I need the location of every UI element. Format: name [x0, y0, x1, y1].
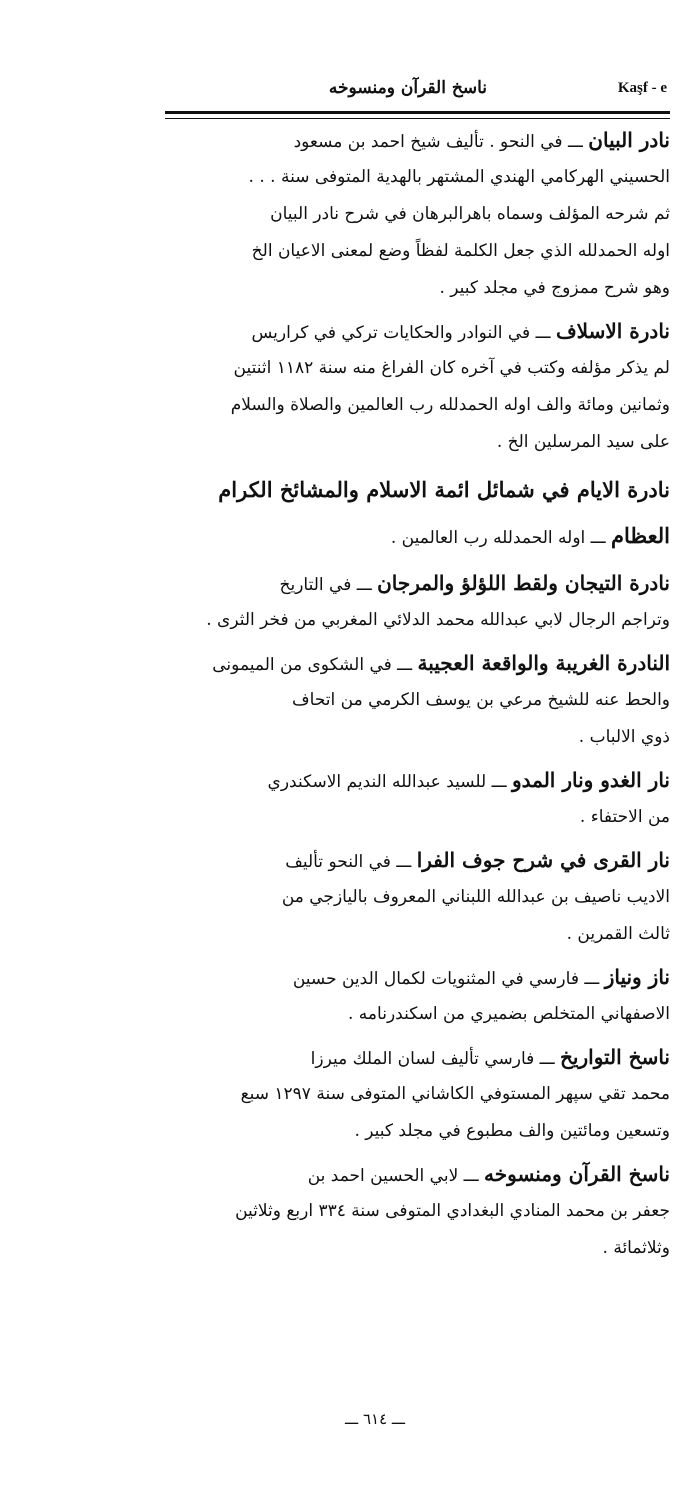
- entry-text: والحط عنه للشيخ مرعي بن يوسف الكرمي من اتحاف: [292, 690, 670, 710]
- bibliography-entry: [165, 1039, 670, 1150]
- bibliography-entry: [165, 467, 670, 559]
- header-rule-thick: [165, 111, 670, 114]
- entry-line: [165, 682, 670, 719]
- bibliography-entry: [165, 842, 670, 953]
- entry-line: [165, 350, 670, 387]
- entry-text: ـــ في الشكوى من الميمونى: [212, 655, 418, 675]
- entry-line: [165, 159, 670, 196]
- entry-line: [165, 313, 670, 350]
- entry-text: جعفر بن محمد المنادي البغدادي المتوفى سنة ٣٣٤ اربع وثلاثين: [235, 1201, 670, 1221]
- entry-headword: نادرة الاسلاف: [555, 319, 670, 343]
- bibliography-entry: [165, 645, 670, 756]
- entry-text: الحسيني الهركامي الهندي المشتهر بالهدية المتوفى سنة . . .: [248, 167, 670, 187]
- entry-text: ثم شرحه المؤلف وسماه باهرالبرهان في شرح نادر البيان: [270, 204, 670, 224]
- running-head: [167, 78, 667, 108]
- entry-line: [165, 762, 670, 799]
- running-head-code: Kaşf - e: [617, 80, 667, 96]
- entry-line: [165, 799, 670, 836]
- entry-line: [165, 719, 670, 756]
- entry-text: وهو شرح ممزوج في مجلد كبير .: [439, 278, 670, 298]
- entry-line: [165, 467, 670, 513]
- entry-headword: نار القرى في شرح جوف الفرا: [416, 848, 670, 872]
- entry-line: [165, 565, 670, 602]
- entry-headword: النادرة الغريبة والواقعة العجيبة: [417, 651, 670, 675]
- bibliography-entry: [165, 313, 670, 461]
- bibliography-entry: [165, 959, 670, 1033]
- entry-line: [165, 1039, 670, 1076]
- entry-text: وتسعين ومائتين والف مطبوع في مجلد كبير .: [354, 1121, 670, 1141]
- running-head-title: ناسخ القرآن ومنسوخه: [328, 78, 487, 98]
- bibliography-entry: [165, 762, 670, 836]
- entry-text: محمد تقي سپهر المستوفي الكاشاني المتوفى سنة ١٢٩٧ سبع: [240, 1084, 670, 1104]
- entry-text: ثالث القمرين .: [566, 924, 670, 944]
- entry-line: [165, 916, 670, 953]
- entry-text: وثلاثمائة .: [602, 1238, 670, 1258]
- entry-line: [165, 1113, 670, 1150]
- entry-line: [165, 1230, 670, 1267]
- entry-headword: ناز ونياز: [604, 965, 670, 989]
- entry-line: [165, 122, 670, 159]
- entry-text: على سيد المرسلين الخ .: [496, 432, 670, 452]
- entry-line: [165, 996, 670, 1033]
- entry-text: من الاحتفاء .: [579, 807, 670, 827]
- entry-text: ـــ في النحو . تأليف شيخ احمد بن مسعود: [293, 132, 589, 152]
- entry-line: [165, 1076, 670, 1113]
- bibliography-entry: [165, 122, 670, 307]
- entry-headword: نار الغدو ونار المدو: [511, 768, 670, 792]
- entry-text: ذوي الالباب .: [578, 727, 670, 747]
- entry-line: [165, 842, 670, 879]
- header-rule-thin: [165, 118, 670, 119]
- bibliography-entry: [165, 1156, 670, 1267]
- entry-line: [165, 602, 670, 639]
- entry-line: [165, 424, 670, 461]
- entry-line: [165, 959, 670, 996]
- entry-text: الاصفهاني المتخلص بضميري من اسكندرنامه .: [348, 1004, 670, 1024]
- entries-list: [165, 122, 670, 1267]
- entry-text: ـــ اوله الحمدلله رب العالمين .: [390, 528, 611, 548]
- entry-line: [165, 387, 670, 424]
- entry-line: [165, 233, 670, 270]
- entry-text: وتراجم الرجال لابي عبدالله محمد الدلائي المغربي من فخر الثرى .: [206, 610, 670, 630]
- entry-headword: نادرة الايام في شمائل ائمة الاسلام والمشائخ الكرام: [218, 477, 670, 502]
- entry-text: ـــ في التاريخ: [279, 575, 378, 595]
- entry-headword: ناسخ التواريخ: [560, 1045, 670, 1069]
- entry-line: [165, 270, 670, 307]
- entry-headword: ناسخ القرآن ومنسوخه: [484, 1162, 670, 1186]
- entry-line: [165, 1193, 670, 1230]
- entry-line: [165, 879, 670, 916]
- entry-headword: العظام: [611, 523, 670, 548]
- entry-text: ـــ لابي الحسين احمد بن: [307, 1166, 485, 1186]
- entry-line: [165, 196, 670, 233]
- entry-text: اوله الحمدلله الذي جعل الكلمة لفظاً وضع لمعنى الاعيان الخ: [251, 241, 670, 261]
- page-number: ـــ ٦١٤ ـــ: [345, 1410, 406, 1428]
- entry-text: ـــ فارسي في المثنويات لكمال الدين حسين: [292, 969, 605, 989]
- entry-text: ـــ فارسي تأليف لسان الملك ميرزا: [310, 1049, 560, 1069]
- entry-text: ـــ في النحو تأليف: [285, 852, 417, 872]
- entry-text: ـــ للسيد عبدالله النديم الاسكندري: [267, 772, 512, 792]
- entry-line: [165, 1156, 670, 1193]
- entry-headword: نادرة التيجان ولقط اللؤلؤ والمرجان: [377, 571, 670, 595]
- entry-headword: نادر البيان: [588, 128, 670, 152]
- entry-text: الاديب ناصيف بن عبدالله اللبناني المعروف باليازجي من: [281, 887, 670, 907]
- entry-text: وثمانين ومائة والف اوله الحمدلله رب العالمين والصلاة والسلام: [230, 395, 670, 415]
- entry-text: ـــ في النوادر والحكايات تركي في كراريس: [251, 323, 556, 343]
- entry-text: لم يذكر مؤلفه وكتب في آخره كان الفراغ منه سنة ١١٨٢ اثنتين: [233, 358, 670, 378]
- bibliography-entry: [165, 565, 670, 639]
- entry-line: [165, 513, 670, 559]
- entry-line: [165, 645, 670, 682]
